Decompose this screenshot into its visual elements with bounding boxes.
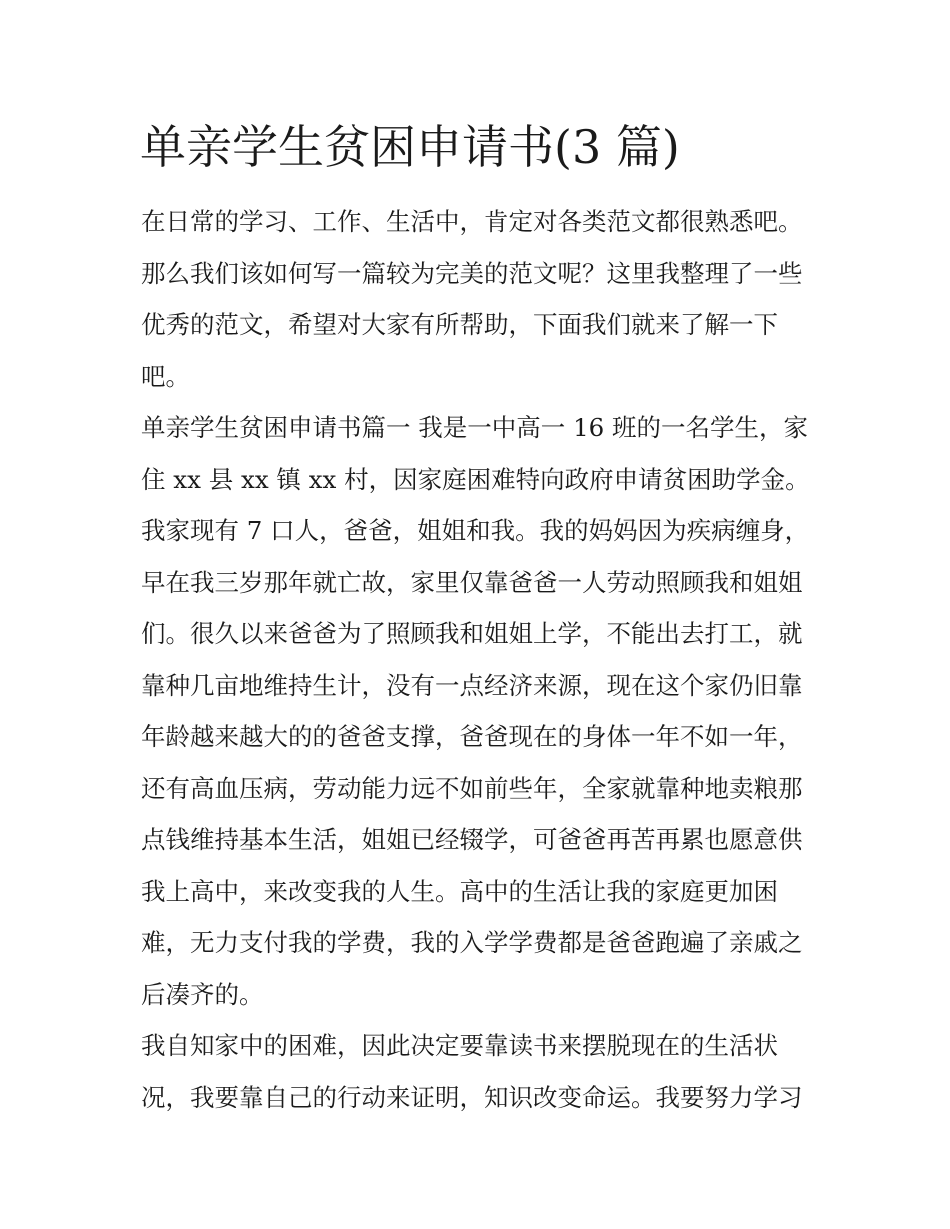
text-line: 住 xx 县 xx 镇 xx 村，因家庭困难特向政府申请贫困助学金。	[141, 464, 810, 494]
text-line: 早在我三岁那年就亡故，家里仅靠爸爸一人劳动照顾我和姐姐	[141, 567, 803, 597]
text-line: 难，无力支付我的学费，我的入学学费都是爸爸跑遍了亲戚之	[141, 928, 803, 957]
text-line: 我上高中，来改变我的人生。高中的生活让我的家庭更加困	[141, 876, 778, 906]
text-line: 况，我要靠自己的行动来证明，知识改变命运。我要努力学习	[141, 1082, 803, 1112]
text-line: 单亲学生贫困申请书篇一 我是一中高一 16 班的一名学生，家	[141, 413, 809, 442]
text-line: 优秀的范文，希望对大家有所帮助，下面我们就来了解一下	[141, 310, 778, 339]
text-line: 我自知家中的困难，因此决定要靠读书来摆脱现在的生活状	[141, 1031, 778, 1060]
text-line: 后凑齐的。	[141, 979, 264, 1009]
text-line: 靠种几亩地维持生计，没有一点经济来源，现在这个家仍旧靠	[141, 670, 803, 700]
text-line: 吧。	[141, 361, 190, 391]
text-line: 们。很久以来爸爸为了照顾我和姐姐上学，不能出去打工，就	[141, 619, 803, 648]
text-line: 年龄越来越大的的爸爸支撑，爸爸现在的身体一年不如一年，	[141, 722, 803, 751]
text-line: 还有高血压病，劳动能力远不如前些年，全家就靠种地卖粮那	[141, 773, 803, 803]
document-body	[141, 196, 831, 1123]
text-line: 在日常的学习、工作、生活中，肯定对各类范文都很熟悉吧。	[141, 207, 803, 236]
text-line: 我家现有 7 口人，爸爸，姐姐和我。我的妈妈因为疾病缠身，	[141, 516, 810, 545]
text-line: 点钱维持基本生活，姐姐已经辍学，可爸爸再苦再累也愿意供	[141, 825, 803, 854]
text-line: 那么我们该如何写一篇较为完美的范文呢？这里我整理了一些	[141, 258, 803, 288]
document-title: 单亲学生贫困申请书(3 篇)	[140, 120, 680, 174]
